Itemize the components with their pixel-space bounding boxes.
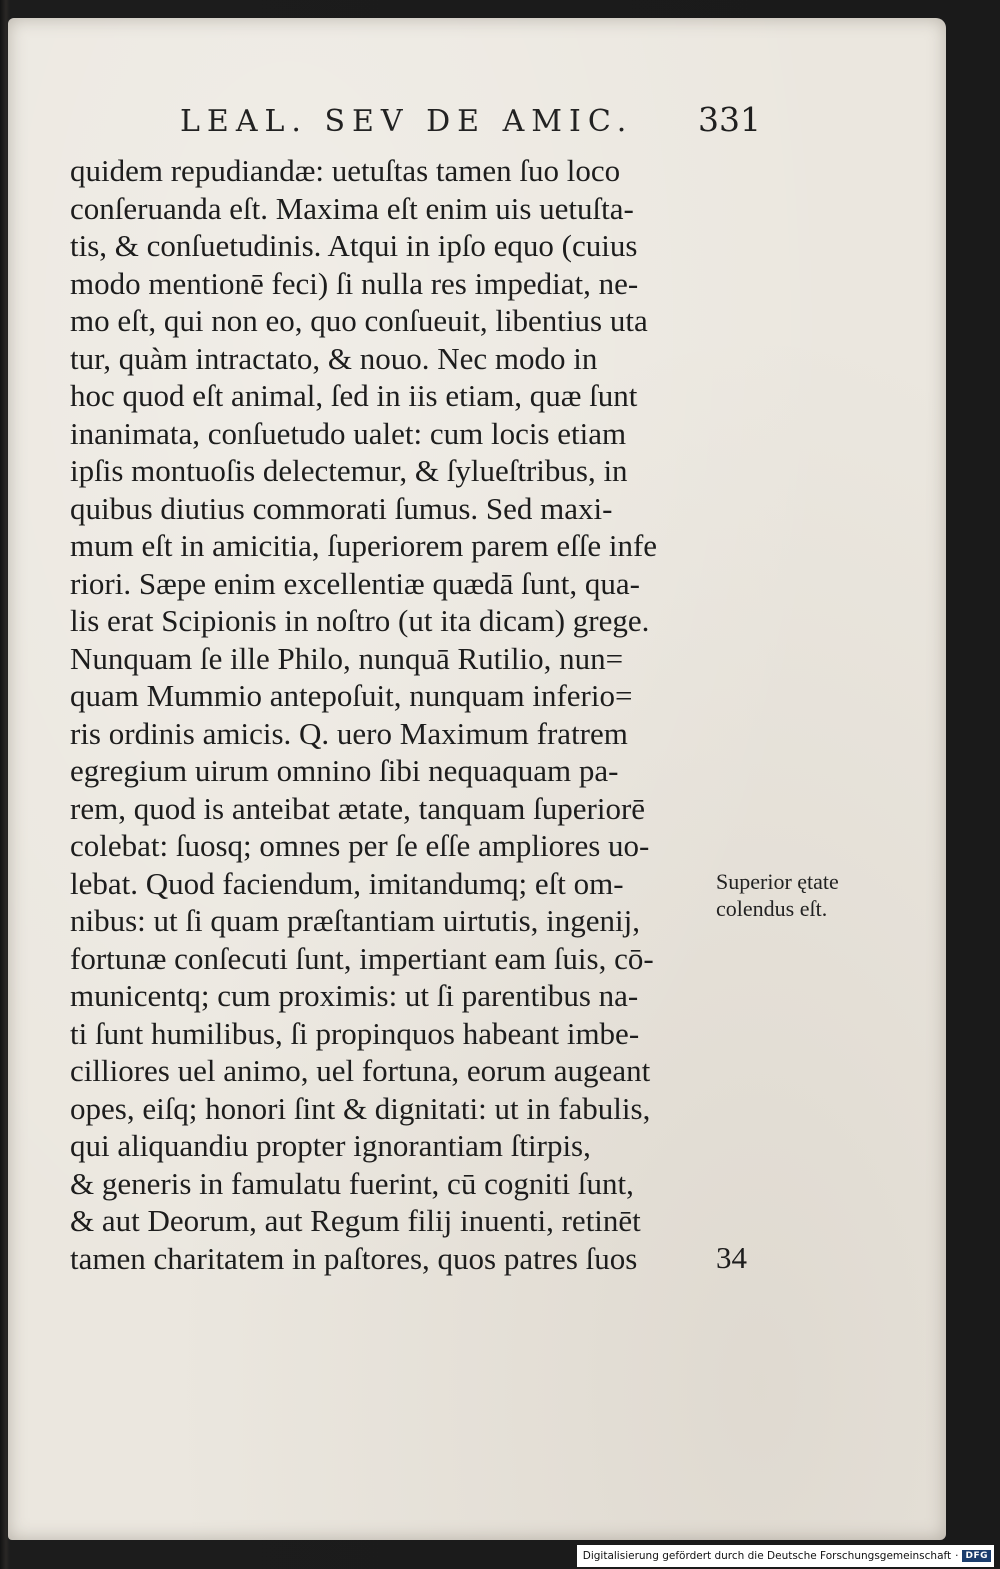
book-page <box>8 18 946 1540</box>
footer-separator: · <box>955 1550 959 1562</box>
text-line: tis, & conſuetudinis. Atqui in ipſo equo (cuius <box>70 228 638 263</box>
text-line: hoc quod eſt animal, ſed in iis etiam, quæ ſunt <box>70 378 638 413</box>
text-line: colebat: ſuosq; omnes per ſe eſſe ampliores uo- <box>70 828 650 863</box>
text-line: modo mentionē feci) ſi nulla res impediat, ne- <box>70 265 639 301</box>
text-line: ipſis montuoſis delectemur, & ſylueſtribus, in <box>70 453 628 488</box>
footer-text: Digitalisierung gefördert durch die Deutsche Forschungsgemeinschaft <box>582 1550 952 1562</box>
page-number: 331 <box>698 100 761 139</box>
text-line: egregium uirum omnino ſibi nequaquam pa- <box>70 753 619 788</box>
text-line: riori. Sæpe enim excellentiæ quædā ſunt, qua- <box>70 565 640 601</box>
text-line: rem, quod is anteibat ætate, tanquam ſuperiorē <box>70 790 646 826</box>
body-text <box>70 152 720 1277</box>
text-line: lebat. Quod faciendum, imitandumq; eſt om- <box>70 865 624 901</box>
text-line: ti ſunt humilibus, ſi propinquos habeant imbe- <box>70 1015 640 1051</box>
text-line: conſeruanda eſt. Maxima eſt enim uis uetuſta- <box>70 190 634 226</box>
text-line: inanimata, conſuetudo ualet: cum locis etiam <box>70 415 627 451</box>
text-line: quidem repudiandæ: uetuſtas tamen ſuo loco <box>70 153 621 188</box>
marginal-note-line: Superior ętate <box>716 869 839 894</box>
marginal-note <box>716 868 839 922</box>
text-line: & generis in famulatu fuerint, cū cogniti ſunt, <box>70 1165 634 1201</box>
text-line: mo eſt, qui non eo, quo conſueuit, libentius uta <box>70 303 648 338</box>
running-head: LEAL. SEV DE AMIC. <box>180 104 634 139</box>
text-line: opes, eiſq; honori ſint & dignitati: ut in fabulis, <box>70 1090 651 1126</box>
text-line: cilliores uel animo, uel fortuna, eorum augeant <box>70 1053 651 1088</box>
text-line: & aut Deorum, aut Regum filij inuenti, retinēt <box>70 1203 641 1238</box>
text-line: qui aliquandiu propter ignorantiam ſtirpis, <box>70 1128 591 1163</box>
signature-mark: 34 <box>716 1240 747 1275</box>
text-line: tur, quàm intractato, & nouo. Nec modo in <box>70 340 598 376</box>
marginal-note-line: colendus eſt. <box>716 896 828 921</box>
text-line: nibus: ut ſi quam præſtantiam uirtutis, ingenij, <box>70 903 641 938</box>
dfg-logo-icon: DFG <box>962 1550 991 1562</box>
text-line: fortunæ conſecuti ſunt, impertiant eam ſuis, cō- <box>70 940 654 976</box>
text-line: Nunquam ſe ille Philo, nunquā Rutilio, nun= <box>70 640 624 676</box>
text-line: quam Mummio antepoſuit, nunquam inferio= <box>70 678 633 713</box>
text-line: quibus diutius commorati ſumus. Sed maxi- <box>70 490 613 526</box>
text-line: municentq; cum proximis: ut ſi parentibus na- <box>70 978 639 1013</box>
digitization-footer <box>577 1545 994 1567</box>
text-line: mum eſt in amicitia, ſuperiorem parem eſſe infe <box>70 528 658 563</box>
text-line: lis erat Scipionis in noſtro (ut ita dicam) grege. <box>70 603 650 638</box>
text-line: ris ordinis amicis. Q. uero Maximum fratrem <box>70 715 628 751</box>
text-line: tamen charitatem in paſtores, quos patres ſuos <box>70 1240 638 1276</box>
